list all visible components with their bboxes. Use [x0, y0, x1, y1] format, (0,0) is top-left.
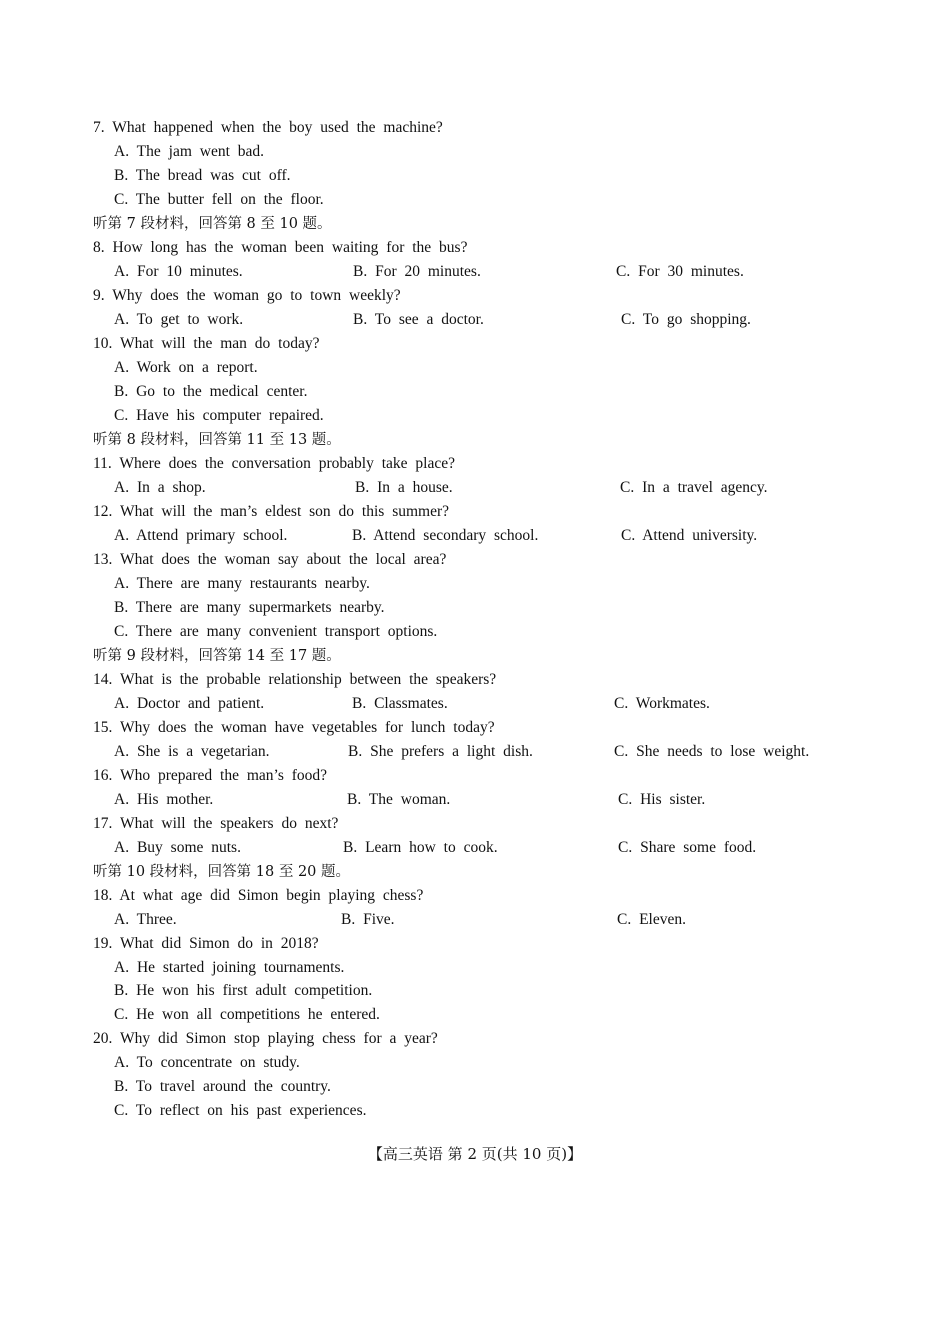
option-b: B. For 20 minutes.	[353, 263, 481, 280]
question-text: 19. What did Simon do in 2018?	[93, 935, 319, 952]
question-text: 20. Why did Simon stop playing chess for a year?	[93, 1030, 438, 1047]
question-text: 18. At what age did Simon begin playing chess?	[93, 887, 424, 904]
option-c: C. There are many convenient transport options.	[114, 623, 438, 640]
question-text: 11. Where does the conversation probably take place?	[93, 455, 455, 472]
option-a: A. Buy some nuts.	[114, 839, 241, 856]
option-b: B. Go to the medical center.	[114, 383, 308, 400]
option-b: B. Classmates.	[352, 695, 448, 712]
question-text: 15. Why does the woman have vegetables for lunch today?	[93, 719, 495, 736]
option-b: B. Five.	[341, 911, 395, 928]
option-a: A. Work on a report.	[114, 359, 258, 376]
question-text: 8. How long has the woman been waiting for the bus?	[93, 239, 468, 256]
option-a: A. There are many restaurants nearby.	[114, 575, 370, 592]
option-c: C. In a travel agency.	[620, 479, 768, 496]
question-text: 7. What happened when the boy used the machine?	[93, 119, 443, 136]
option-b: B. Learn how to cook.	[343, 839, 498, 856]
option-c: C. Attend university.	[621, 527, 758, 544]
option-b: B. There are many supermarkets nearby.	[114, 599, 385, 616]
option-a: A. Three.	[114, 911, 177, 928]
option-a: A. The jam went bad.	[114, 143, 265, 160]
option-b: B. He won his first adult competition.	[114, 982, 373, 999]
option-c: C. The butter fell on the floor.	[114, 191, 324, 208]
option-c: C. Eleven.	[617, 911, 686, 928]
option-b: B. The bread was cut off.	[114, 167, 291, 184]
question-text: 9. Why does the woman go to town weekly?	[93, 287, 401, 304]
option-a: A. Doctor and patient.	[114, 695, 265, 712]
section-instruction: 听第 9 段材料，回答第 14 至 17 题。	[93, 648, 341, 664]
option-b: B. The woman.	[347, 791, 451, 808]
option-c: C. Have his computer repaired.	[114, 407, 324, 424]
option-c: C. He won all competitions he entered.	[114, 1006, 380, 1023]
option-a: A. To concentrate on study.	[114, 1054, 300, 1071]
option-a: A. Attend primary school.	[114, 527, 288, 544]
question-text: 14. What is the probable relationship between the speakers?	[93, 671, 497, 688]
section-instruction: 听第 8 段材料，回答第 11 至 13 题。	[93, 432, 341, 448]
option-c: C. To go shopping.	[621, 311, 751, 328]
option-c: C. To reflect on his past experiences.	[114, 1102, 367, 1119]
option-b: B. To see a doctor.	[353, 311, 484, 328]
option-b: B. She prefers a light dish.	[348, 743, 533, 760]
option-a: A. He started joining tournaments.	[114, 959, 345, 976]
option-b: B. To travel around the country.	[114, 1078, 331, 1095]
option-a: A. For 10 minutes.	[114, 263, 243, 280]
section-instruction: 听第 10 段材料，回答第 18 至 20 题。	[93, 864, 351, 880]
option-c: C. For 30 minutes.	[616, 263, 744, 280]
option-a: A. She is a vegetarian.	[114, 743, 270, 760]
option-a: A. To get to work.	[114, 311, 244, 328]
question-text: 16. Who prepared the man’s food?	[93, 767, 328, 784]
option-c: C. Workmates.	[614, 695, 710, 712]
option-a: A. In a shop.	[114, 479, 206, 496]
page-footer: 【高三英语 第 2 页(共 10 页)】	[367, 1145, 583, 1163]
option-a: A. His mother.	[114, 791, 214, 808]
option-c: C. His sister.	[618, 791, 706, 808]
question-text: 12. What will the man’s eldest son do this summer?	[93, 503, 450, 520]
question-text: 13. What does the woman say about the local area?	[93, 551, 447, 568]
option-b: B. In a house.	[355, 479, 453, 496]
question-text: 10. What will the man do today?	[93, 335, 320, 352]
option-c: C. Share some food.	[618, 839, 757, 856]
question-text: 17. What will the speakers do next?	[93, 815, 339, 832]
section-instruction: 听第 7 段材料，回答第 8 至 10 题。	[93, 216, 332, 232]
option-c: C. She needs to lose weight.	[614, 743, 810, 760]
option-b: B. Attend secondary school.	[352, 527, 539, 544]
